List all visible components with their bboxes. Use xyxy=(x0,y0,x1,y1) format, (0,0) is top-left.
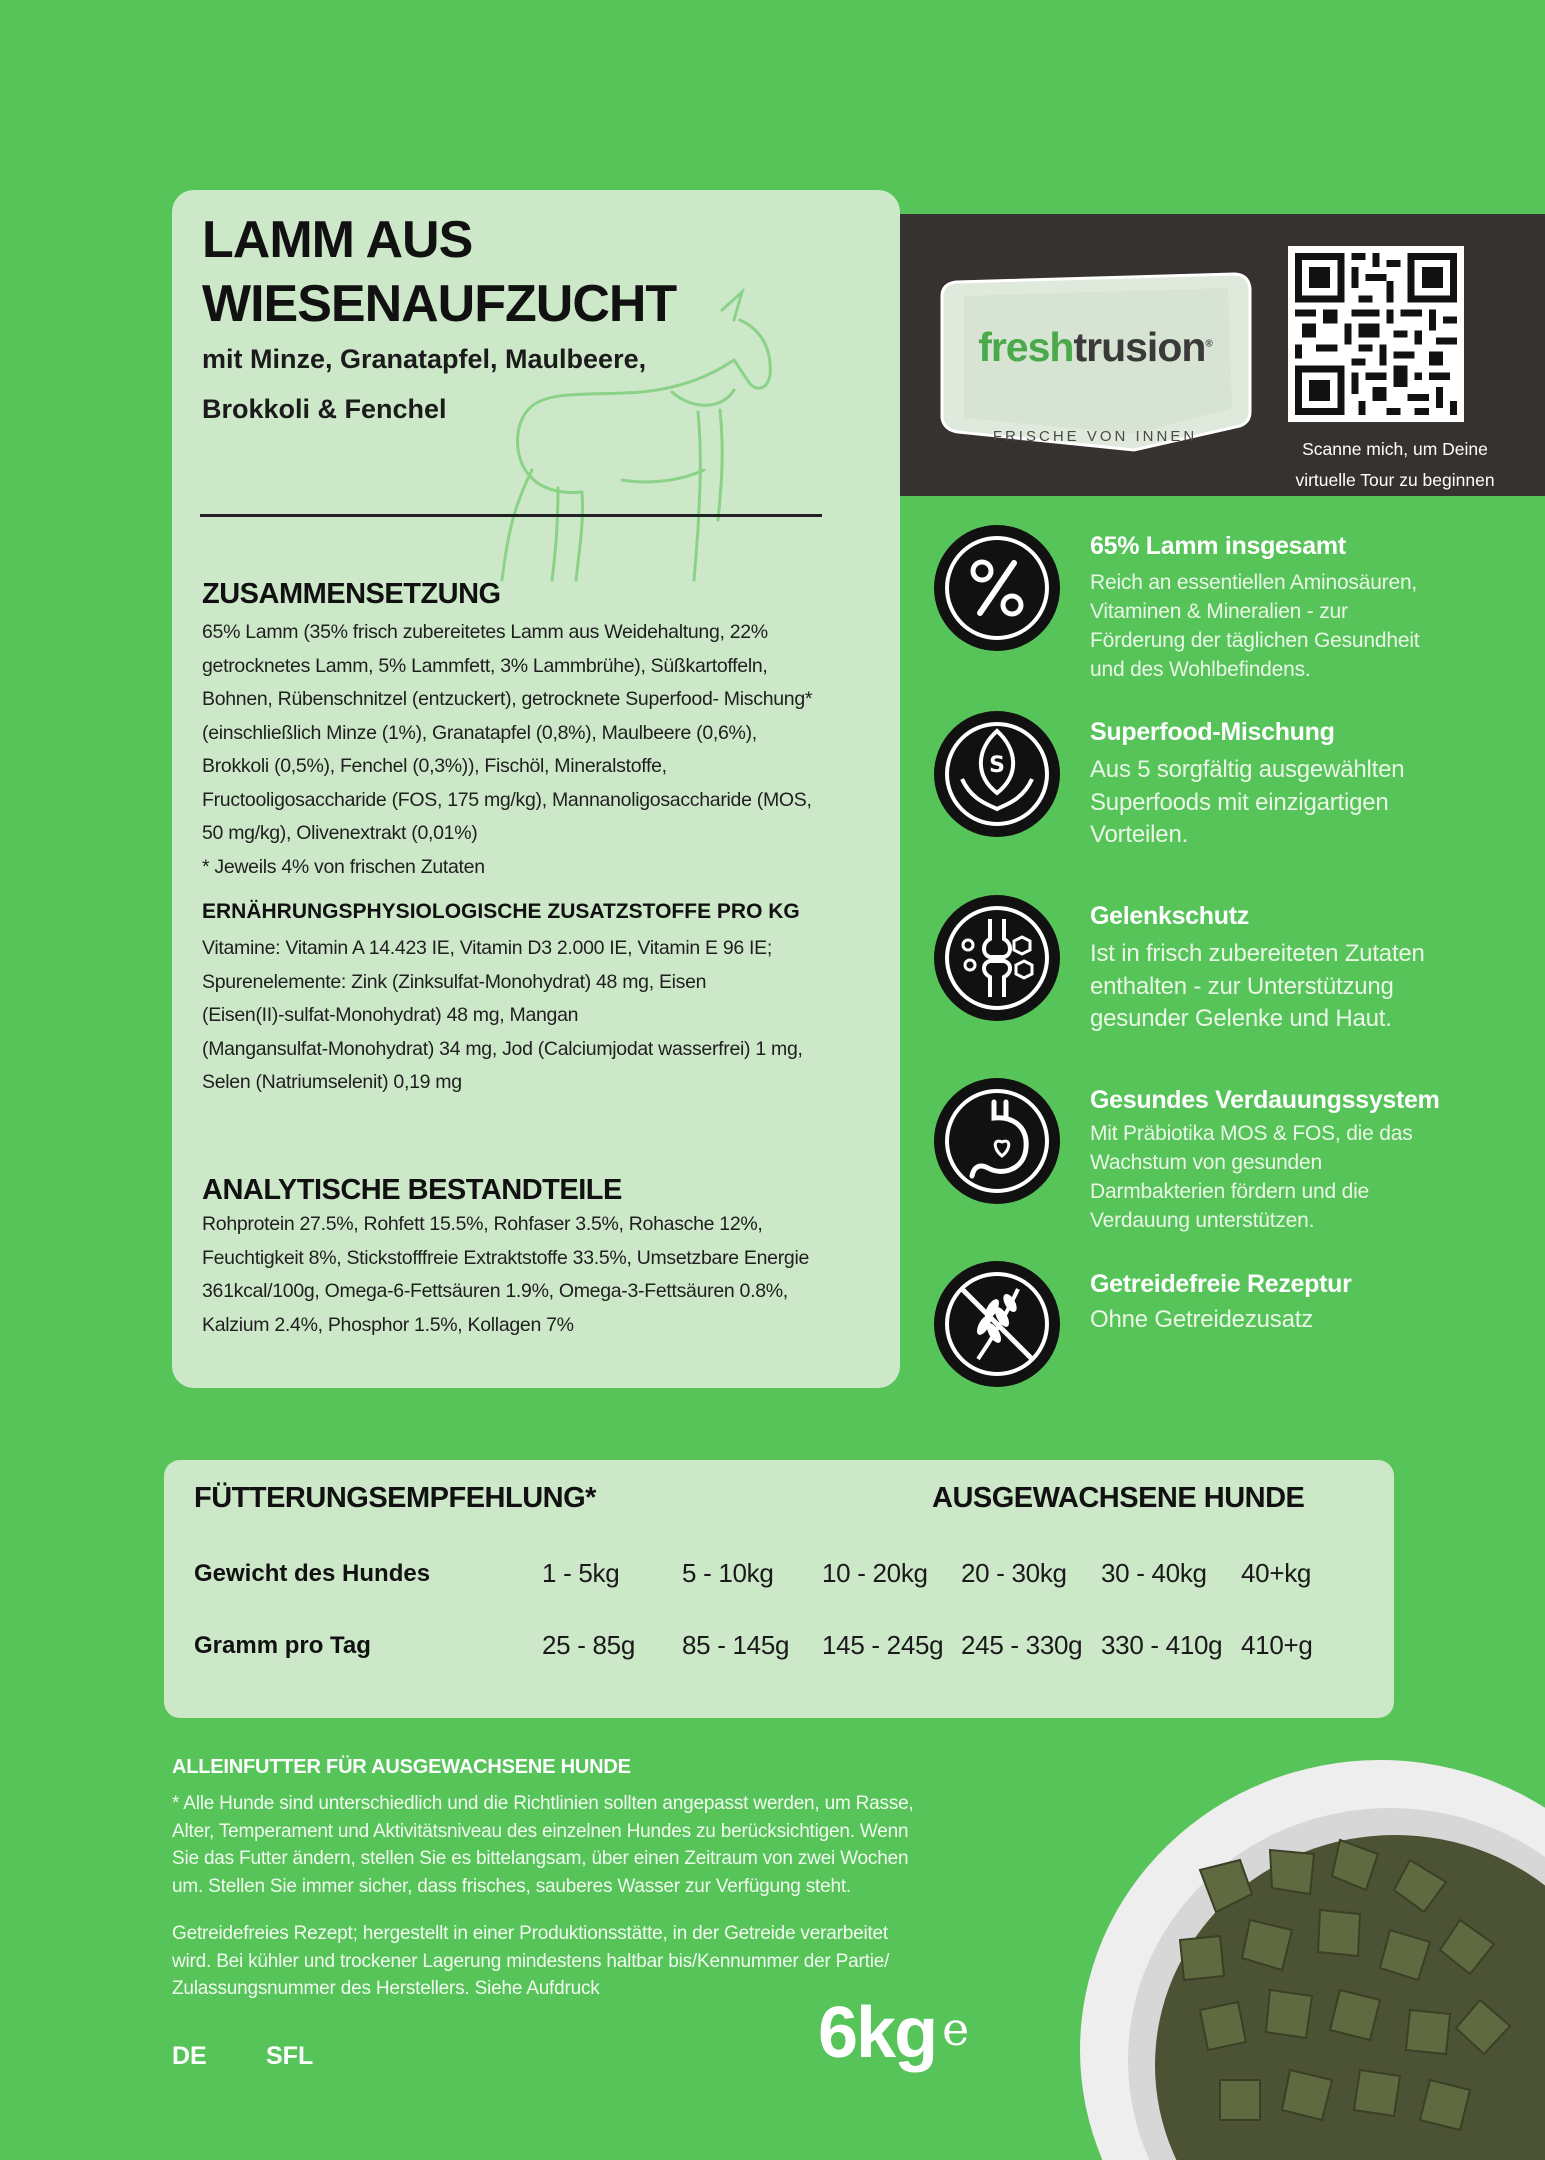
benefit-text xyxy=(1090,938,1530,1036)
benefit-title: Gelenkschutz xyxy=(1090,902,1249,930)
additives-line: Vitamine: Vitamin A 14.423 IE, Vitamin D3 2.000 IE, Vitamin E 96 IE; xyxy=(202,937,772,959)
qr-caption-line1: Scanne mich, um Deine xyxy=(1302,439,1488,459)
benefit-text xyxy=(1090,1119,1530,1235)
superfood-leaf-icon xyxy=(932,709,1062,839)
benefit-line: Reich an essentiellen Aminosäuren, xyxy=(1090,571,1418,594)
benefit-title: 65% Lamm insgesamt xyxy=(1090,532,1346,560)
composition-line: 65% Lamm (35% frisch zubereitetes Lamm aus Weidehaltung, 22% xyxy=(202,621,768,643)
qr-code[interactable] xyxy=(1288,246,1464,422)
benefit-line: Verdauung unterstützen. xyxy=(1090,1209,1315,1232)
grams-cell: 85 - 145g xyxy=(682,1630,790,1660)
benefit-title: Superfood-Mischung xyxy=(1090,718,1335,746)
weight-label: Gewicht des Hundes xyxy=(194,1560,431,1587)
product-info-panel xyxy=(172,190,900,1388)
logo-fresh: fresh xyxy=(978,324,1074,370)
weight-cell: 40+kg xyxy=(1241,1558,1312,1588)
stomach-icon xyxy=(932,1076,1062,1206)
footer-production-line: Getreidefreies Rezept; hergestellt in einer Produktionsstätte, in der Getreide verarbeitet xyxy=(172,1923,888,1944)
weight-cell: 30 - 40kg xyxy=(1101,1558,1207,1588)
composition-line: Bohnen, Rübenschnitzel (entzuckert), getrocknete Superfood- Mischung* xyxy=(202,688,813,710)
superfood-letter: S xyxy=(989,753,1005,778)
product-title-line1: LAMM AUS xyxy=(202,211,473,269)
additives-heading: ERNÄHRUNGSPHYSIOLOGISCHE ZUSATZSTOFFE PRO KG xyxy=(202,900,800,923)
footer-note xyxy=(172,1790,992,1900)
product-subtitle xyxy=(202,334,672,434)
footer-production-line: wird. Bei kühler und trockener Lagerung mindestens haltbar bis/Kennummer der Partie/ xyxy=(172,1950,890,1972)
language-code: SFL xyxy=(266,2042,314,2070)
analytics-line: 361kcal/100g, Omega-6-Fettsäuren 1.9%, Omega-3-Fettsäuren 0.8%, xyxy=(202,1280,788,1302)
benefit-line: Ohne Getreidezusatz xyxy=(1090,1306,1313,1333)
benefit-line: Vitaminen & Mineralien - zur xyxy=(1090,600,1348,623)
footer-note-line: Alter, Temperament und Aktivitätsniveau des einzelnen Hundes zu berücksichtigen. Wenn xyxy=(172,1820,909,1842)
benefit-text xyxy=(1090,754,1530,852)
brand-box xyxy=(900,214,1545,496)
freshtrusion-logo xyxy=(934,262,1256,452)
qr-caption-line2: virtuelle Tour zu beginnen xyxy=(1295,470,1495,490)
benefit-line: Aus 5 sorgfältig ausgewählten xyxy=(1090,756,1405,783)
benefit-line: Wachstum von gesunden xyxy=(1090,1151,1322,1174)
footer-production-line: Zulassungsnummer des Herstellers. Siehe Aufdruck xyxy=(172,1978,600,1999)
additives-line: (Eisen(II)-sulfat-Monohydrat) 48 mg, Mangan xyxy=(202,1004,579,1026)
grams-cell: 245 - 330g xyxy=(961,1630,1083,1660)
feeding-table xyxy=(164,1460,1394,1718)
weight-cell: 10 - 20kg xyxy=(822,1558,928,1588)
additives-text xyxy=(202,932,852,1100)
feeding-title: FÜTTERUNGSEMPFEHLUNG* xyxy=(194,1482,596,1514)
joint-icon xyxy=(932,893,1062,1023)
product-title-line2: WIESENAUFZUCHT xyxy=(202,275,677,333)
composition-line: (einschließlich Minze (1%), Granatapfel (0,8%), Maulbeere (0,6%), xyxy=(202,721,757,744)
composition-heading: ZUSAMMENSETZUNG xyxy=(202,578,501,610)
benefit-line: Darmbakterien fördern und die xyxy=(1090,1180,1370,1203)
composition-text xyxy=(202,616,852,884)
composition-line: 50 mg/kg), Olivenextrakt (0,01%) xyxy=(202,822,478,844)
composition-line: Brokkoli (0,5%), Fenchel (0,3%)), Fischöl, Mineralstoffe, xyxy=(202,755,667,777)
title-divider xyxy=(200,514,822,517)
benefit-text xyxy=(1090,1304,1530,1337)
footer-note-line: * Alle Hunde sind unterschiedlich und die Richtlinien sollten angepasst werden, um Rasse, xyxy=(172,1793,914,1814)
estimated-sign: e xyxy=(942,2002,970,2056)
logo-tagline: FRISCHE VON INNEN xyxy=(992,428,1198,445)
grain-free-icon xyxy=(932,1259,1062,1389)
benefit-line: enthalten - zur Unterstützung xyxy=(1090,972,1394,1000)
benefit-line: Mit Präbiotika MOS & FOS, die das xyxy=(1090,1122,1413,1145)
footer-note-line: Sie das Futter ändern, stellen Sie es bittelangsam, über einen Zeitraum von zwei Wochen xyxy=(172,1848,909,1869)
additives-line: Spurenelemente: Zink (Zinksulfat-Monohydrat) 48 mg, Eisen xyxy=(202,970,707,993)
qr-code-pattern xyxy=(1288,246,1464,422)
country-code: DE xyxy=(172,2042,207,2070)
logo-registered: ® xyxy=(1205,338,1212,350)
product-subtitle-line2: Brokkoli & Fenchel xyxy=(202,394,447,424)
analytics-line: Kalzium 2.4%, Phosphor 1.5%, Kollagen 7% xyxy=(202,1313,574,1336)
logo-trusion: trusion xyxy=(1073,324,1206,370)
benefit-line: Förderung der täglichen Gesundheit xyxy=(1090,629,1420,652)
additives-line: (Mangansulfat-Monohydrat) 34 mg, Jod (Calciumjodat wasserfrei) 1 mg, xyxy=(202,1037,803,1060)
analytics-line: Feuchtigkeit 8%, Stickstofffreie Extraktstoffe 33.5%, Umsetzbare Energie xyxy=(202,1246,810,1269)
footer-note-line: um. Stellen Sie immer sicher, dass frisches, sauberes Wasser zur Verfügung steht. xyxy=(172,1875,851,1897)
grams-cell: 330 - 410g xyxy=(1101,1630,1223,1660)
product-subtitle-line1: mit Minze, Granatapfel, Maulbeere, xyxy=(202,344,647,374)
composition-line: * Jeweils 4% von frischen Zutaten xyxy=(202,855,485,878)
benefit-line: Superfoods mit einzigartigen xyxy=(1090,788,1389,816)
footer-production xyxy=(172,1920,992,2003)
weight-cell: 5 - 10kg xyxy=(682,1558,774,1588)
benefit-line: Ist in frisch zubereiteten Zutaten xyxy=(1090,940,1425,967)
benefit-title: Getreidefreie Rezeptur xyxy=(1090,1270,1352,1298)
weight-cell: 1 - 5kg xyxy=(542,1558,620,1588)
qr-caption xyxy=(1260,434,1530,496)
benefit-line: Vorteilen. xyxy=(1090,821,1189,848)
feeding-target: AUSGEWACHSENE HUNDE xyxy=(932,1482,1305,1514)
analytics-line: Rohprotein 27.5%, Rohfett 15.5%, Rohfaser 3.5%, Rohasche 12%, xyxy=(202,1213,763,1235)
footer-heading: ALLEINFUTTER FÜR AUSGEWACHSENE HUNDE xyxy=(172,1756,631,1778)
food-bowl-image xyxy=(1050,1720,1545,2160)
grams-cell: 145 - 245g xyxy=(822,1630,944,1660)
additives-line: Selen (Natriumselenit) 0,19 mg xyxy=(202,1071,462,1093)
benefit-line: gesunder Gelenke und Haut. xyxy=(1090,1005,1392,1032)
benefit-line: und des Wohlbefindens. xyxy=(1090,658,1311,681)
percent-icon xyxy=(932,523,1062,653)
analytics-heading: ANALYTISCHE BESTANDTEILE xyxy=(202,1174,622,1206)
package-weight: 6kg xyxy=(818,1993,937,2073)
grams-cell: 410+g xyxy=(1241,1630,1313,1660)
logo-wordmark xyxy=(934,324,1256,371)
weight-cell: 20 - 30kg xyxy=(961,1558,1067,1588)
product-title xyxy=(202,208,676,336)
benefit-text xyxy=(1090,568,1530,684)
composition-line: Fructooligosaccharide (FOS, 175 mg/kg), Mannanoligosaccharide (MOS, xyxy=(202,788,812,811)
grams-label: Gramm pro Tag xyxy=(194,1632,371,1659)
benefit-title: Gesundes Verdauungssystem xyxy=(1090,1086,1440,1114)
analytics-text xyxy=(202,1208,852,1342)
grams-cell: 25 - 85g xyxy=(542,1630,636,1660)
composition-line: getrocknetes Lamm, 5% Lammfett, 3% Lammbrühe), Süßkartoffeln, xyxy=(202,654,768,677)
